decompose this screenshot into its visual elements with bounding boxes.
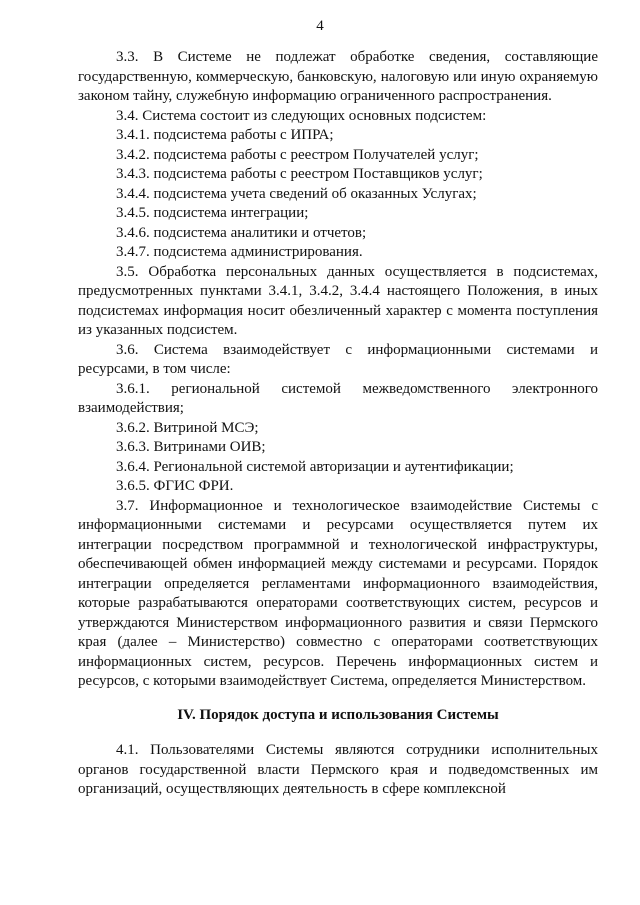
- paragraph-3-7: 3.7. Информационное и технологическое взаимодействие Системы с информационными системами и ресурсами осуществляется путем их интеграции посредством программной и технологической инфраструктуры, обеспечивающей обмен информацией между системами и ресурсами. Порядок интеграции определяется регламентами информационного взаимодействия, которые разрабатываются операторами соответствующих систем, ресурсов и утверждаются Министерством информационного развития и связи Пермского края (далее – Министерство) совместно с операторами соответствующих информационных систем, ресурсов. Перечень информационных систем и ресурсов, с которыми взаимодействует Система, определяется Министерством.: [78, 497, 598, 689]
- list-item-3-4-5: 3.4.5. подсистема интеграции;: [116, 205, 309, 221]
- section-heading: IV. Порядок доступа и использования Системы: [177, 706, 499, 723]
- paragraph-3-5: 3.5. Обработка персональных данных осуществляется в подсистемах, предусмотренных пунктами 3.4.1, 3.4.2, 3.4.4 настоящего Положения, в иных подсистемах информация носит обезличенный характер с момента поступления из указанных подсистем.: [78, 263, 598, 338]
- list-item-3-4-6: 3.4.6. подсистема аналитики и отчетов;: [116, 224, 367, 241]
- list-item-3-4-3: 3.4.3. подсистема работы с реестром Поставщиков услуг;: [116, 166, 483, 182]
- paragraph-3-4: 3.4. Система состоит из следующих основных подсистем:: [116, 107, 487, 124]
- list-item-3-4-1: 3.4.1. подсистема работы с ИПРА;: [116, 127, 334, 143]
- paragraph-3-3: 3.3. В Системе не подлежат обработке сведения, составляющие государственную, коммерческую, банковскую, налоговую или иную охраняемую законом тайну, служебную информацию ограниченного распространения.: [78, 49, 598, 104]
- list-item-3-6-5: 3.6.5. ФГИС ФРИ.: [116, 478, 234, 494]
- list-item-3-4-4: 3.4.4. подсистема учета сведений об оказанных Услугах;: [116, 185, 477, 202]
- list-item-3-6-4: 3.6.4. Региональной системой авторизации и аутентификации;: [116, 458, 514, 475]
- list-item-3-6-3: 3.6.3. Витринами ОИВ;: [116, 439, 266, 455]
- paragraph-4-1: 4.1. Пользователями Системы являются сотрудники исполнительных органов государственной власти Пермского края и подведомственных им организаций, осуществляющих деятельность в сфере комплексной: [78, 742, 598, 797]
- document-body: [78, 48, 598, 800]
- list-item-3-4-2: 3.4.2. подсистема работы с реестром Получателей услуг;: [116, 146, 479, 163]
- list-item-3-6-1: 3.6.1. региональной системой межведомственного электронного взаимодействия;: [78, 380, 598, 416]
- paragraph-3-6: 3.6. Система взаимодействует с информационными системами и ресурсами, в том числе:: [78, 341, 598, 377]
- page-number: 4: [316, 18, 324, 34]
- list-item-3-6-2: 3.6.2. Витриной МСЭ;: [116, 419, 259, 436]
- list-item-3-4-7: 3.4.7. подсистема администрирования.: [116, 244, 363, 260]
